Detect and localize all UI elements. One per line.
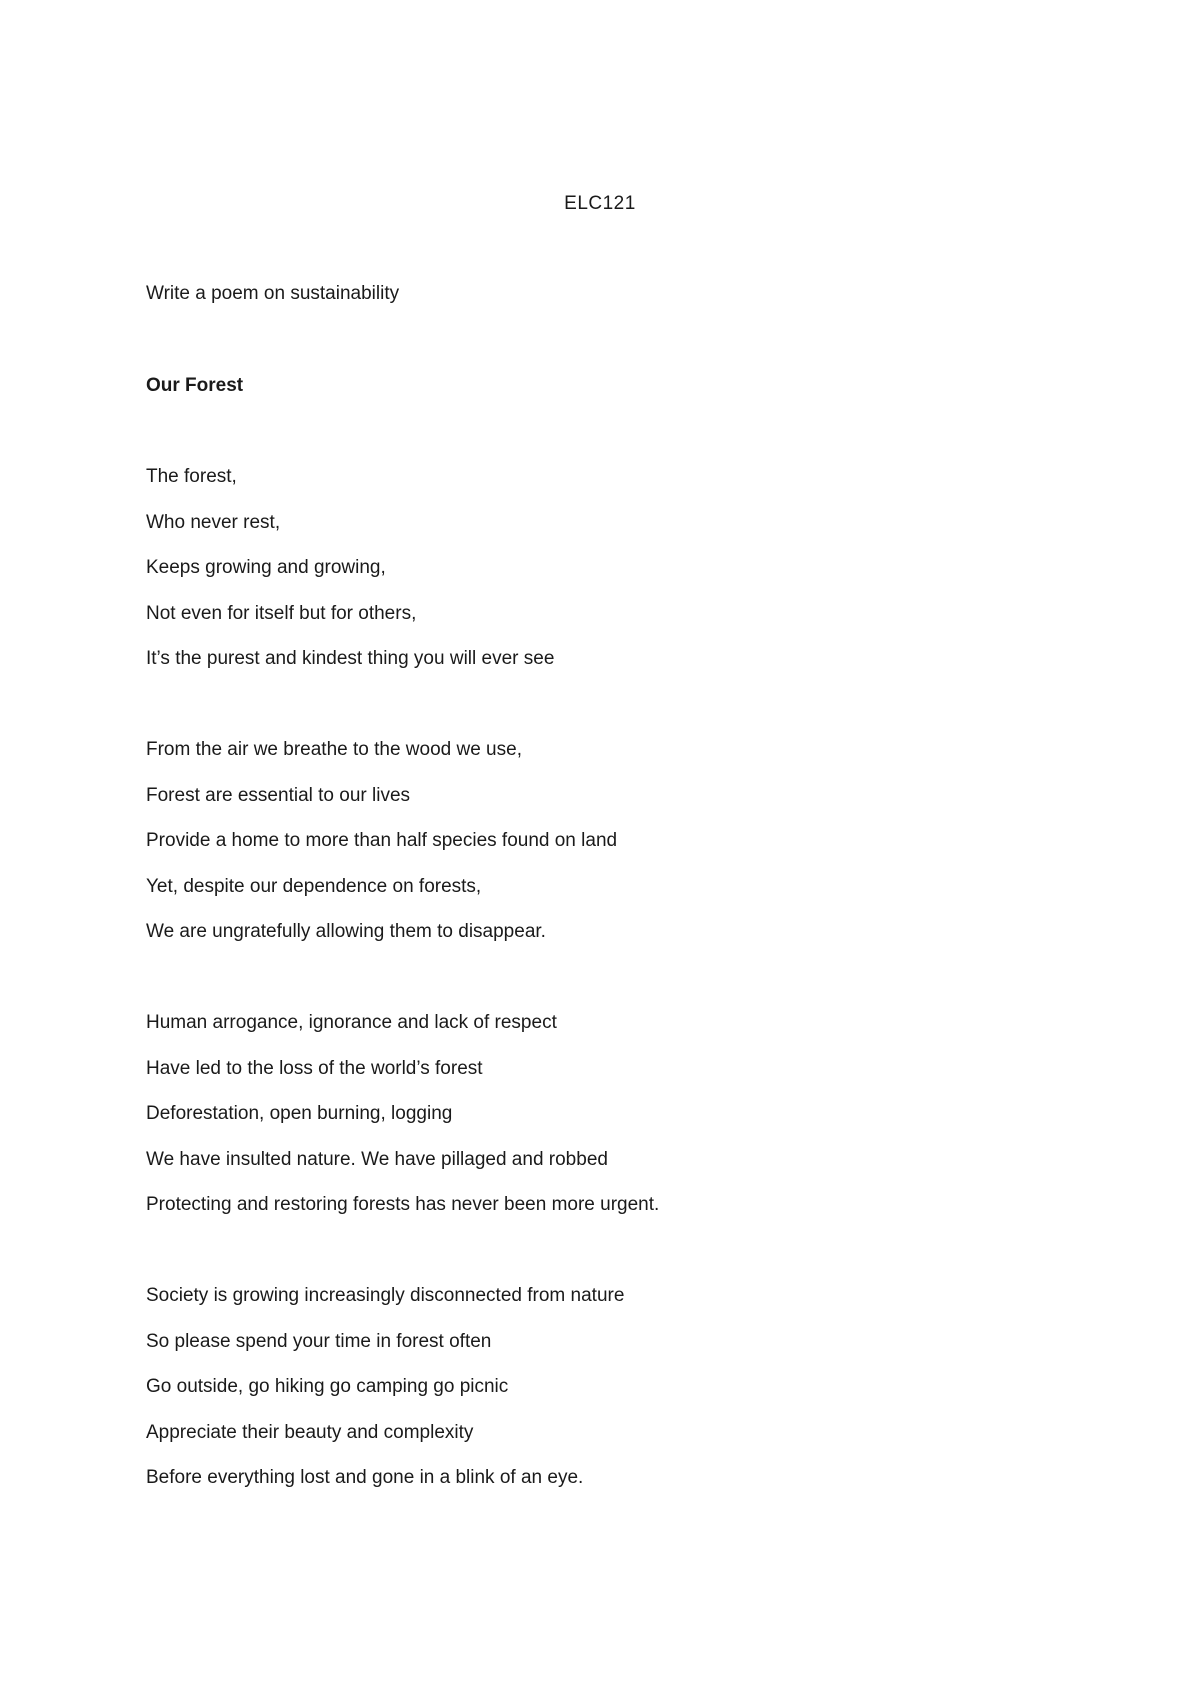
poem-stanza-3 <box>146 1011 659 1239</box>
poem-line: Have led to the loss of the world’s forest <box>146 1057 483 1079</box>
poem-line: From the air we breathe to the wood we use, <box>146 739 522 760</box>
course-code: ELC121 <box>564 193 636 214</box>
poem-line: Who never rest, <box>146 511 281 533</box>
poem-line: We have insulted nature. We have pillaged and robbed <box>146 1148 608 1170</box>
poem-line: Protecting and restoring forests has never been more urgent. <box>146 1194 660 1215</box>
poem-line: We are ungratefully allowing them to disappear. <box>146 921 546 942</box>
poem-stanza-1 <box>146 465 554 693</box>
poem-line: Society is growing increasingly disconnected from nature <box>146 1285 625 1306</box>
poem-line: Human arrogance, ignorance and lack of respect <box>146 1012 557 1033</box>
poem-line: So please spend your time in forest often <box>146 1330 492 1352</box>
poem-line: Before everything lost and gone in a blink of an eye. <box>146 1467 584 1488</box>
poem-line: Keeps growing and growing, <box>146 557 386 578</box>
poem-line: Provide a home to more than half species found on land <box>146 830 618 851</box>
poem-line: The forest, <box>146 466 237 487</box>
poem-line: It’s the purest and kindest thing you will ever see <box>146 648 555 669</box>
poem-stanza-2 <box>146 738 617 966</box>
poem-line: Appreciate their beauty and complexity <box>146 1421 474 1443</box>
poem-title: Our Forest <box>146 375 244 396</box>
poem-line: Yet, despite our dependence on forests, <box>146 875 482 897</box>
poem-line: Deforestation, open burning, logging <box>146 1103 453 1124</box>
poem-line: Go outside, go hiking go camping go picnic <box>146 1376 509 1397</box>
poem-line: Not even for itself but for others, <box>146 602 417 624</box>
assignment-prompt: Write a poem on sustainability <box>146 283 400 304</box>
poem-line: Forest are essential to our lives <box>146 784 411 806</box>
poem-stanza-4 <box>146 1284 624 1512</box>
